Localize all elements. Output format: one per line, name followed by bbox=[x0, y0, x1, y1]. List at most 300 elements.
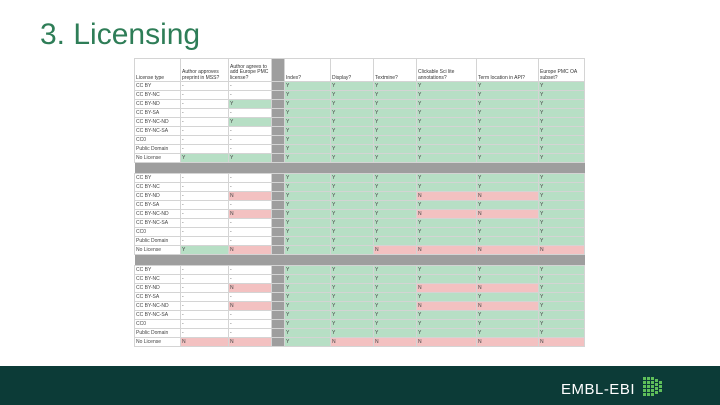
table-cell: Y bbox=[331, 228, 374, 237]
table-cell: Y bbox=[331, 210, 374, 219]
block-separator bbox=[135, 163, 585, 174]
table-cell bbox=[272, 311, 285, 320]
table-cell: Y bbox=[331, 100, 374, 109]
table-cell: Y bbox=[539, 100, 585, 109]
table-cell: Y bbox=[539, 219, 585, 228]
table-cell bbox=[272, 219, 285, 228]
table-cell: N bbox=[331, 338, 374, 347]
column-header: Europe PMC OA subset? bbox=[539, 59, 585, 82]
table-cell: - bbox=[181, 192, 229, 201]
table-cell: N bbox=[539, 246, 585, 255]
slide-title: 3. Licensing bbox=[40, 18, 201, 51]
table-row bbox=[135, 210, 585, 219]
separator-cell bbox=[374, 163, 417, 174]
separator-cell bbox=[229, 255, 272, 266]
license-type-cell: CC BY-NC-SA bbox=[135, 311, 181, 320]
table-cell: Y bbox=[374, 311, 417, 320]
table-cell: N bbox=[374, 246, 417, 255]
table-cell: Y bbox=[331, 329, 374, 338]
table-cell: Y bbox=[331, 174, 374, 183]
table-cell: - bbox=[229, 237, 272, 246]
table-cell: Y bbox=[539, 275, 585, 284]
table-cell: - bbox=[181, 136, 229, 145]
column-header: Author agrees to add Europe PMC license? bbox=[229, 59, 272, 82]
block-separator bbox=[135, 255, 585, 266]
table-cell: - bbox=[181, 219, 229, 228]
table-cell: Y bbox=[285, 246, 331, 255]
table-cell: Y bbox=[285, 192, 331, 201]
table-cell: Y bbox=[374, 293, 417, 302]
table-cell bbox=[272, 275, 285, 284]
table-cell: Y bbox=[331, 219, 374, 228]
table-cell: Y bbox=[285, 228, 331, 237]
table-row bbox=[135, 293, 585, 302]
license-type-cell: CC BY-NC-ND bbox=[135, 118, 181, 127]
license-type-cell: Public Domain bbox=[135, 237, 181, 246]
table-cell bbox=[272, 127, 285, 136]
license-type-cell: CC BY bbox=[135, 82, 181, 91]
column-header: Term location in API? bbox=[477, 59, 539, 82]
table-cell: - bbox=[229, 145, 272, 154]
table-cell: Y bbox=[285, 275, 331, 284]
table-cell: Y bbox=[181, 246, 229, 255]
table-cell: N bbox=[374, 338, 417, 347]
table-cell: Y bbox=[539, 91, 585, 100]
table-cell: Y bbox=[374, 154, 417, 163]
table-cell: - bbox=[229, 329, 272, 338]
table-cell: Y bbox=[477, 109, 539, 118]
table-cell: Y bbox=[477, 228, 539, 237]
table-cell bbox=[272, 329, 285, 338]
table-cell: Y bbox=[374, 329, 417, 338]
table-cell: - bbox=[229, 293, 272, 302]
table-cell: Y bbox=[331, 284, 374, 293]
license-type-cell: CC0 bbox=[135, 136, 181, 145]
table-cell: Y bbox=[539, 320, 585, 329]
column-header: Index? bbox=[285, 59, 331, 82]
table-cell: Y bbox=[374, 91, 417, 100]
logo-text: EMBL-EBI bbox=[560, 381, 635, 398]
table-cell: Y bbox=[331, 154, 374, 163]
table-cell: Y bbox=[417, 320, 477, 329]
table-row bbox=[135, 201, 585, 210]
table-cell: Y bbox=[331, 237, 374, 246]
table-cell: Y bbox=[285, 284, 331, 293]
separator-cell bbox=[374, 255, 417, 266]
table-cell: Y bbox=[331, 293, 374, 302]
table-cell: Y bbox=[539, 174, 585, 183]
table-cell: N bbox=[181, 338, 229, 347]
table-cell: Y bbox=[539, 136, 585, 145]
license-type-cell: CC BY-NC-ND bbox=[135, 210, 181, 219]
table-cell bbox=[272, 91, 285, 100]
table-cell: - bbox=[229, 136, 272, 145]
table-cell: N bbox=[417, 338, 477, 347]
separator-cell bbox=[331, 163, 374, 174]
table-cell: - bbox=[181, 201, 229, 210]
license-type-cell: CC BY-NC-SA bbox=[135, 219, 181, 228]
table-cell: Y bbox=[417, 118, 477, 127]
license-type-cell: Public Domain bbox=[135, 145, 181, 154]
table-row bbox=[135, 192, 585, 201]
table-cell: Y bbox=[331, 192, 374, 201]
table-cell bbox=[272, 192, 285, 201]
table-cell: Y bbox=[417, 201, 477, 210]
table-cell: Y bbox=[477, 82, 539, 91]
table-cell: - bbox=[229, 127, 272, 136]
table-cell: Y bbox=[477, 136, 539, 145]
table-cell: Y bbox=[539, 183, 585, 192]
table-cell bbox=[272, 136, 285, 145]
table-cell bbox=[272, 183, 285, 192]
table-cell: Y bbox=[331, 266, 374, 275]
table-cell: Y bbox=[539, 82, 585, 91]
table-cell: Y bbox=[229, 154, 272, 163]
table-cell: Y bbox=[417, 174, 477, 183]
table-cell: Y bbox=[417, 228, 477, 237]
license-type-cell: No License bbox=[135, 246, 181, 255]
table-cell: Y bbox=[477, 311, 539, 320]
table-cell bbox=[272, 237, 285, 246]
table-cell: Y bbox=[477, 183, 539, 192]
table-cell: N bbox=[477, 210, 539, 219]
table-cell: Y bbox=[374, 219, 417, 228]
table-cell bbox=[272, 246, 285, 255]
table-cell: N bbox=[229, 284, 272, 293]
table-cell: Y bbox=[539, 266, 585, 275]
table-cell: - bbox=[229, 228, 272, 237]
table-cell: Y bbox=[285, 136, 331, 145]
table-cell: Y bbox=[374, 136, 417, 145]
table-row bbox=[135, 118, 585, 127]
table-cell: N bbox=[477, 302, 539, 311]
table-cell: - bbox=[229, 275, 272, 284]
table-cell bbox=[272, 302, 285, 311]
table-cell: Y bbox=[331, 320, 374, 329]
embl-ebi-cube-icon bbox=[641, 375, 665, 404]
table-row bbox=[135, 338, 585, 347]
table-cell: Y bbox=[331, 311, 374, 320]
table-cell: Y bbox=[285, 118, 331, 127]
table-cell: - bbox=[181, 228, 229, 237]
table-cell bbox=[272, 210, 285, 219]
footer-bar bbox=[0, 366, 720, 405]
table-cell: Y bbox=[374, 275, 417, 284]
license-type-cell: CC BY-SA bbox=[135, 109, 181, 118]
table-cell: Y bbox=[331, 275, 374, 284]
license-type-cell: CC BY-NC bbox=[135, 275, 181, 284]
separator-cell bbox=[477, 255, 539, 266]
table-cell: - bbox=[181, 210, 229, 219]
table-cell: Y bbox=[477, 275, 539, 284]
table-cell: Y bbox=[539, 201, 585, 210]
separator-cell bbox=[135, 163, 181, 174]
table-cell: N bbox=[539, 338, 585, 347]
table-cell: Y bbox=[477, 145, 539, 154]
license-type-cell: CC BY-NC bbox=[135, 91, 181, 100]
table-row bbox=[135, 329, 585, 338]
license-type-cell: Public Domain bbox=[135, 329, 181, 338]
table-cell: Y bbox=[285, 109, 331, 118]
table-cell: Y bbox=[539, 311, 585, 320]
table-cell: - bbox=[181, 118, 229, 127]
table-cell: N bbox=[229, 210, 272, 219]
license-type-cell: CC0 bbox=[135, 320, 181, 329]
table-cell: Y bbox=[539, 154, 585, 163]
table-cell: Y bbox=[285, 210, 331, 219]
table-cell: - bbox=[181, 237, 229, 246]
separator-cell bbox=[181, 255, 229, 266]
table-cell: Y bbox=[374, 118, 417, 127]
table-cell: N bbox=[229, 302, 272, 311]
separator-cell bbox=[135, 255, 181, 266]
table-cell: Y bbox=[477, 91, 539, 100]
table-row bbox=[135, 302, 585, 311]
separator-cell bbox=[417, 163, 477, 174]
table-cell: Y bbox=[417, 183, 477, 192]
table-cell: Y bbox=[477, 293, 539, 302]
table-cell: Y bbox=[374, 183, 417, 192]
table-cell: N bbox=[417, 210, 477, 219]
table-cell: Y bbox=[539, 228, 585, 237]
table-cell: - bbox=[181, 183, 229, 192]
table-cell: Y bbox=[477, 320, 539, 329]
license-type-cell: CC BY-SA bbox=[135, 201, 181, 210]
table-cell bbox=[272, 82, 285, 91]
table-cell: N bbox=[229, 246, 272, 255]
table-cell: Y bbox=[539, 237, 585, 246]
table-row bbox=[135, 154, 585, 163]
table-cell: Y bbox=[285, 293, 331, 302]
separator-cell bbox=[539, 163, 585, 174]
table-cell: Y bbox=[374, 192, 417, 201]
table-cell: Y bbox=[285, 219, 331, 228]
separator-cell bbox=[331, 255, 374, 266]
separator-cell bbox=[181, 163, 229, 174]
separator-cell bbox=[272, 163, 285, 174]
embl-ebi-logo bbox=[561, 375, 665, 404]
table-cell: N bbox=[417, 302, 477, 311]
table-cell: Y bbox=[285, 201, 331, 210]
table-cell: Y bbox=[181, 154, 229, 163]
license-type-cell: CC BY-SA bbox=[135, 293, 181, 302]
table-row bbox=[135, 284, 585, 293]
table-cell: Y bbox=[539, 302, 585, 311]
table-cell: Y bbox=[539, 192, 585, 201]
table-cell: Y bbox=[331, 127, 374, 136]
separator-cell bbox=[272, 255, 285, 266]
table-row bbox=[135, 145, 585, 154]
table-cell: N bbox=[229, 192, 272, 201]
table-row bbox=[135, 136, 585, 145]
table-cell: Y bbox=[285, 91, 331, 100]
table-cell: - bbox=[181, 100, 229, 109]
table-cell: Y bbox=[374, 127, 417, 136]
table-cell bbox=[272, 100, 285, 109]
licensing-table bbox=[134, 58, 585, 347]
table-cell bbox=[272, 109, 285, 118]
table-cell bbox=[272, 154, 285, 163]
table-cell: Y bbox=[285, 183, 331, 192]
table-cell: Y bbox=[374, 145, 417, 154]
table-cell: Y bbox=[417, 82, 477, 91]
table-cell: - bbox=[181, 302, 229, 311]
table-cell: Y bbox=[331, 136, 374, 145]
table-cell: N bbox=[229, 338, 272, 347]
table-row bbox=[135, 82, 585, 91]
table-cell: Y bbox=[229, 118, 272, 127]
table-cell bbox=[272, 174, 285, 183]
table-cell: - bbox=[229, 320, 272, 329]
table-cell: Y bbox=[285, 311, 331, 320]
table-cell: N bbox=[477, 338, 539, 347]
table-cell bbox=[272, 201, 285, 210]
table-cell: Y bbox=[331, 183, 374, 192]
table-cell: - bbox=[229, 201, 272, 210]
table-cell: N bbox=[417, 284, 477, 293]
table-cell: Y bbox=[417, 237, 477, 246]
license-type-cell: CC BY-ND bbox=[135, 100, 181, 109]
table-cell: Y bbox=[539, 109, 585, 118]
table-cell: Y bbox=[477, 329, 539, 338]
table-cell: Y bbox=[539, 127, 585, 136]
table-cell: Y bbox=[331, 246, 374, 255]
table-cell: Y bbox=[417, 275, 477, 284]
table-cell: Y bbox=[539, 284, 585, 293]
separator-cell bbox=[229, 163, 272, 174]
table-cell bbox=[272, 320, 285, 329]
table-cell: Y bbox=[285, 302, 331, 311]
table-cell: Y bbox=[374, 100, 417, 109]
table-row bbox=[135, 109, 585, 118]
table-row bbox=[135, 183, 585, 192]
table-cell: Y bbox=[539, 118, 585, 127]
table-cell: Y bbox=[417, 109, 477, 118]
table-cell: Y bbox=[285, 145, 331, 154]
separator-cell bbox=[285, 255, 331, 266]
license-type-cell: No License bbox=[135, 154, 181, 163]
table-cell: Y bbox=[285, 174, 331, 183]
table-cell: Y bbox=[477, 100, 539, 109]
table-cell: Y bbox=[331, 82, 374, 91]
table-cell: - bbox=[181, 127, 229, 136]
table-cell: Y bbox=[285, 266, 331, 275]
table-cell: - bbox=[181, 311, 229, 320]
column-header: Clickable Sci lite annotations? bbox=[417, 59, 477, 82]
table-cell: Y bbox=[417, 91, 477, 100]
table-cell bbox=[272, 284, 285, 293]
table-cell: Y bbox=[417, 329, 477, 338]
table-cell: - bbox=[229, 109, 272, 118]
table-cell: Y bbox=[285, 237, 331, 246]
table-cell: Y bbox=[374, 82, 417, 91]
table-cell: Y bbox=[285, 154, 331, 163]
table-row bbox=[135, 237, 585, 246]
table-cell: - bbox=[181, 293, 229, 302]
table-cell: Y bbox=[477, 237, 539, 246]
table-cell: Y bbox=[417, 154, 477, 163]
table-cell: Y bbox=[285, 100, 331, 109]
table-row bbox=[135, 174, 585, 183]
table-cell: Y bbox=[374, 320, 417, 329]
table-cell: Y bbox=[374, 210, 417, 219]
table-row bbox=[135, 228, 585, 237]
separator-cell bbox=[285, 163, 331, 174]
table-cell: Y bbox=[285, 82, 331, 91]
separator-cell bbox=[417, 255, 477, 266]
license-type-cell: CC BY-NC bbox=[135, 183, 181, 192]
license-type-cell: CC BY-ND bbox=[135, 284, 181, 293]
license-type-cell: CC BY-ND bbox=[135, 192, 181, 201]
table-cell: Y bbox=[477, 174, 539, 183]
table-cell: - bbox=[181, 91, 229, 100]
table-cell: Y bbox=[331, 302, 374, 311]
column-header: Display? bbox=[331, 59, 374, 82]
table-cell: Y bbox=[477, 201, 539, 210]
table-cell: Y bbox=[374, 266, 417, 275]
table-cell: Y bbox=[477, 219, 539, 228]
table-cell: Y bbox=[374, 109, 417, 118]
table-cell: Y bbox=[331, 118, 374, 127]
table-cell: - bbox=[181, 329, 229, 338]
table-row bbox=[135, 275, 585, 284]
table-cell: Y bbox=[229, 100, 272, 109]
table-cell: Y bbox=[374, 237, 417, 246]
column-header: Textmine? bbox=[374, 59, 417, 82]
table-cell: - bbox=[229, 82, 272, 91]
table-cell: Y bbox=[539, 293, 585, 302]
table-cell: Y bbox=[374, 174, 417, 183]
license-type-cell: No License bbox=[135, 338, 181, 347]
table-cell: Y bbox=[285, 127, 331, 136]
table-cell: N bbox=[417, 246, 477, 255]
table-cell: Y bbox=[539, 145, 585, 154]
table-cell: Y bbox=[374, 228, 417, 237]
table-cell: Y bbox=[477, 118, 539, 127]
table-cell: Y bbox=[417, 266, 477, 275]
table-cell: Y bbox=[331, 91, 374, 100]
table-cell bbox=[272, 118, 285, 127]
table-cell: - bbox=[229, 183, 272, 192]
table-cell: - bbox=[181, 284, 229, 293]
table-cell: - bbox=[181, 266, 229, 275]
table-cell: Y bbox=[331, 109, 374, 118]
table-row bbox=[135, 127, 585, 136]
table-cell: Y bbox=[285, 329, 331, 338]
table-cell: - bbox=[229, 91, 272, 100]
table-cell: Y bbox=[374, 302, 417, 311]
column-header bbox=[272, 59, 285, 82]
table-cell: - bbox=[181, 82, 229, 91]
license-type-cell: CC BY-NC-SA bbox=[135, 127, 181, 136]
table-cell: - bbox=[229, 266, 272, 275]
table-cell: N bbox=[477, 192, 539, 201]
table-row bbox=[135, 246, 585, 255]
table-cell: N bbox=[417, 192, 477, 201]
table-cell: Y bbox=[417, 219, 477, 228]
separator-cell bbox=[477, 163, 539, 174]
table-cell bbox=[272, 228, 285, 237]
table-cell: - bbox=[181, 275, 229, 284]
table-cell: - bbox=[181, 145, 229, 154]
table-row bbox=[135, 311, 585, 320]
table-cell: Y bbox=[417, 127, 477, 136]
table-row bbox=[135, 100, 585, 109]
table-cell: Y bbox=[374, 284, 417, 293]
table-cell: Y bbox=[331, 201, 374, 210]
column-header: License type bbox=[135, 59, 181, 82]
table-cell: Y bbox=[417, 145, 477, 154]
